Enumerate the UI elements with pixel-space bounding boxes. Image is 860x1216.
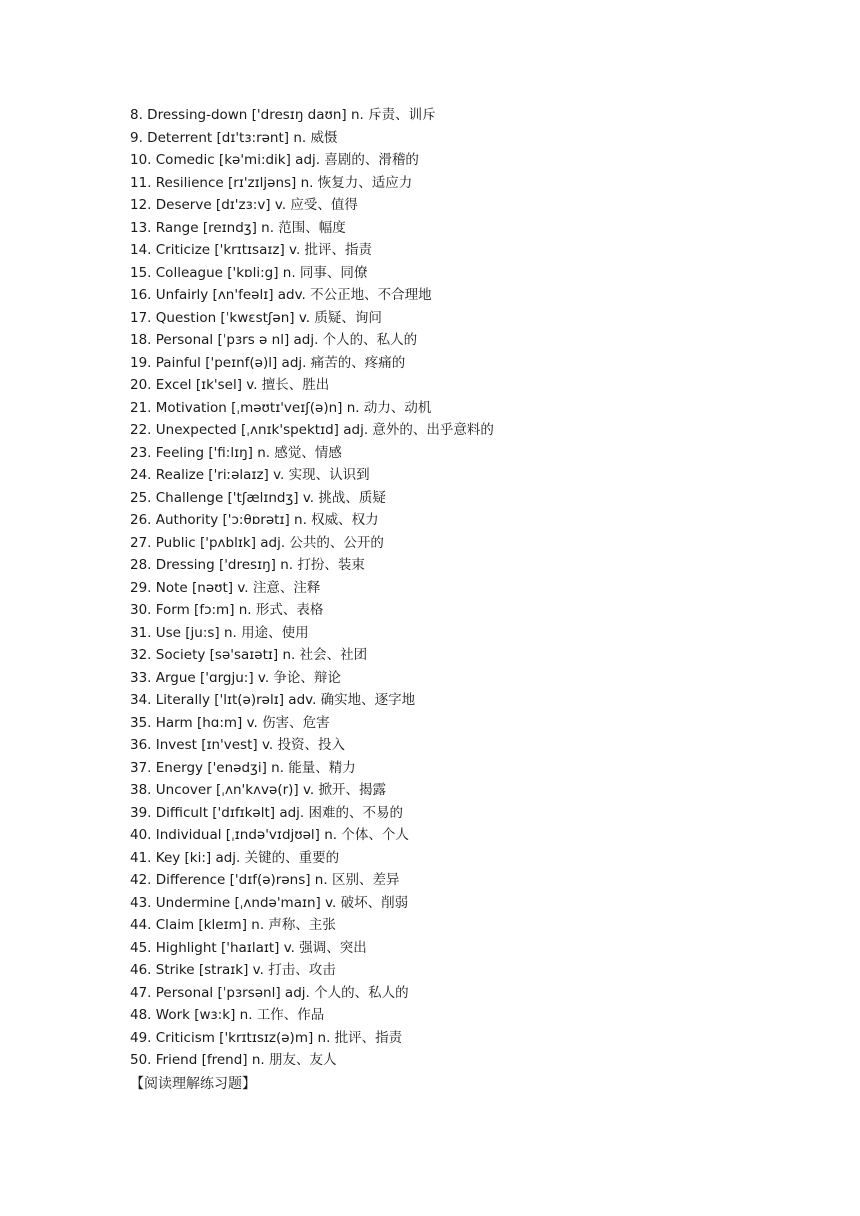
vocabulary-entry: 38. Uncover [ˌʌn'kʌvə(r)] v. 掀开、揭露 [130, 782, 387, 798]
vocabulary-entry: 19. Painful ['peɪnf(ə)l] adj. 痛苦的、疼痛的 [130, 354, 406, 371]
vocabulary-entry: 42. Difference ['dɪf(ə)rəns] n. 区别、差异 [130, 872, 400, 888]
vocabulary-entry: 12. Deserve [dɪ'zɜ:v] v. 应受、值得 [130, 197, 358, 213]
vocabulary-entry: 21. Motivation [ˌməʊtɪ'veɪʃ(ə)n] n. 动力、动机 [130, 399, 432, 416]
vocabulary-entry: 49. Criticism ['krɪtɪsɪz(ə)m] n. 批评、指责 [130, 1029, 403, 1046]
vocabulary-entry: 44. Claim [kleɪm] n. 声称、主张 [130, 917, 336, 933]
vocabulary-entry: 27. Public ['pʌblɪk] adj. 公共的、公开的 [130, 534, 384, 551]
vocabulary-entry: 34. Literally ['lɪt(ə)rəlɪ] adv. 确实地、逐字地 [130, 692, 416, 708]
vocabulary-entry: 47. Personal [ˈpɜrsənl] adj. 个人的、私人的 [130, 984, 409, 1001]
vocabulary-entry: 10. Comedic [kə'mi:dik] adj. 喜剧的、滑稽的 [130, 152, 419, 168]
vocabulary-entry: 32. Society [sə'saɪətɪ] n. 社会、社团 [130, 647, 368, 663]
vocabulary-entry: 23. Feeling ['fi:lɪŋ] n. 感觉、情感 [130, 444, 342, 461]
vocabulary-entry: 25. Challenge ['tʃælɪndʒ] v. 挑战、质疑 [130, 489, 386, 506]
vocabulary-entry: 31. Use [ju:s] n. 用途、使用 [130, 624, 309, 641]
vocabulary-entry: 15. Colleague ['kɒli:g] n. 同事、同僚 [130, 264, 368, 281]
vocabulary-entry: 45. Highlight ['haɪlaɪt] v. 强调、突出 [130, 939, 367, 956]
vocabulary-entry: 22. Unexpected [ˌʌnɪk'spektɪd] adj. 意外的、出乎意料的 [130, 422, 494, 438]
vocabulary-entry: 16. Unfairly [ʌn'feəlɪ] adv. 不公正地、不合理地 [130, 287, 432, 303]
vocabulary-entry: 41. Key [ki:] adj. 关键的、重要的 [130, 849, 340, 866]
vocabulary-list [130, 104, 494, 1072]
vocabulary-entry: 17. Question [ˈkwɛstʃən] v. 质疑、询问 [130, 309, 382, 326]
vocabulary-entry: 8. Dressing-down ['dresɪŋ daʊn] n. 斥责、训斥 [130, 107, 436, 123]
vocabulary-entry: 14. Criticize ['krɪtɪsaɪz] v. 批评、指责 [130, 242, 373, 258]
vocabulary-entry: 13. Range [reɪndʒ] n. 范围、幅度 [130, 219, 346, 236]
vocabulary-entry: 30. Form [fɔ:m] n. 形式、表格 [130, 602, 324, 618]
vocabulary-entry: 35. Harm [hɑ:m] v. 伤害、危害 [130, 714, 330, 731]
vocabulary-entry: 26. Authority ['ɔ:θɒrətɪ] n. 权威、权力 [130, 512, 379, 528]
vocabulary-entry: 18. Personal [ˈpɜrs ə nl] adj. 个人的、私人的 [130, 332, 418, 348]
vocabulary-entry: 33. Argue ['ɑrgju:] v. 争论、辩论 [130, 669, 341, 686]
vocabulary-entry: 48. Work [wɜ:k] n. 工作、作品 [130, 1007, 325, 1023]
vocabulary-entry: 46. Strike [straɪk] v. 打击、攻击 [130, 962, 336, 978]
vocabulary-entry: 24. Realize ['riːəlaɪz] v. 实现、认识到 [130, 467, 370, 483]
vocabulary-entry: 9. Deterrent [dɪ'tɜ:rənt] n. 威慑 [130, 129, 338, 146]
vocabulary-entry: 43. Undermine [ˌʌndə'maɪn] v. 破坏、削弱 [130, 894, 409, 911]
vocabulary-entry: 36. Invest [ɪn'vest] v. 投资、投入 [130, 737, 345, 753]
vocabulary-entry: 37. Energy ['enədʒi] n. 能量、精力 [130, 759, 356, 776]
vocabulary-entry: 20. Excel [ɪk'sel] v. 擅长、胜出 [130, 377, 330, 393]
vocabulary-entry: 29. Note [nəʊt] v. 注意、注释 [130, 579, 321, 596]
vocabulary-entry: 50. Friend [frend] n. 朋友、友人 [130, 1052, 337, 1068]
vocabulary-entry: 39. Difficult ['dɪfɪkəlt] adj. 困难的、不易的 [130, 804, 404, 821]
section-heading: 【阅读理解练习题】 [130, 1076, 256, 1092]
vocabulary-entry: 28. Dressing ['dresɪŋ] n. 打扮、装束 [130, 557, 365, 573]
vocabulary-entry: 40. Individual [ˌɪndə'vɪdjʊəl] n. 个体、个人 [130, 827, 409, 843]
vocabulary-entry: 11. Resilience [rɪ'zɪljəns] n. 恢复力、适应力 [130, 174, 413, 191]
